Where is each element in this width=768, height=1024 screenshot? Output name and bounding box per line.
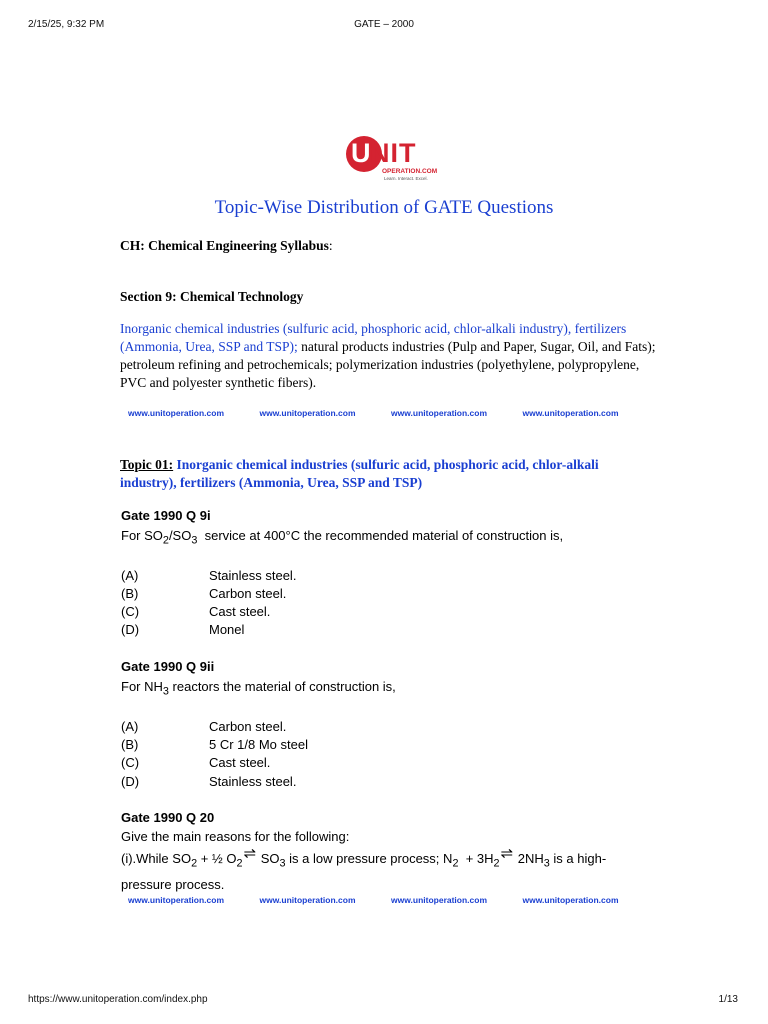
- link-row-bottom: [128, 895, 654, 905]
- option-row: [121, 737, 308, 752]
- section-description: [120, 320, 660, 392]
- option-key: (C): [121, 755, 140, 770]
- stem-text: SO: [257, 851, 280, 866]
- stem-text: 2NH: [514, 851, 544, 866]
- stem-text: + ½ O: [197, 851, 237, 866]
- stem-text: /SO: [168, 528, 192, 543]
- option-row: [121, 568, 296, 583]
- question-line: pressure process.: [121, 877, 225, 892]
- subscript: 2: [191, 857, 198, 870]
- option-row: [121, 719, 286, 734]
- website-link[interactable]: www.unitoperation.com: [128, 408, 225, 418]
- website-link[interactable]: www.unitoperation.com: [259, 895, 356, 905]
- print-url: https://www.unitoperation.com/index.php: [28, 994, 208, 1005]
- equilibrium-arrow-icon: ⇌: [500, 845, 514, 862]
- option-text: Stainless steel.: [209, 568, 297, 583]
- option-key: (B): [121, 586, 139, 601]
- topic-text: Inorganic chemical industries (sulfuric acid, phosphoric acid, chlor-alkali industry), fertilizers (Ammonia, Urea, SSP and TSP): [120, 457, 599, 490]
- logo-tagline: Learn. Interact. Excel.: [384, 176, 428, 181]
- question-heading: Gate 1990 Q 9i: [121, 508, 211, 523]
- option-text: Monel: [209, 622, 245, 637]
- subscript: 2: [236, 857, 243, 870]
- option-text: Cast steel.: [209, 604, 271, 619]
- stem-text: + 3H: [458, 851, 494, 866]
- website-link[interactable]: www.unitoperation.com: [522, 408, 619, 418]
- website-link[interactable]: www.unitoperation.com: [522, 895, 619, 905]
- question-stem: [121, 527, 563, 550]
- section-description-rest: natural products industries (Pulp and Paper, Sugar, Oil, and Fats); petroleum refining and petrochemicals; polymerization industries (polyethylene, polypropylene, PVC and polyester synthetic fibers).: [120, 339, 656, 390]
- option-row: [121, 604, 270, 619]
- website-link[interactable]: www.unitoperation.com: [128, 895, 225, 905]
- question-line: [121, 845, 607, 873]
- equilibrium-arrow-icon: ⇌: [243, 845, 257, 862]
- unit-operation-logo: [340, 134, 460, 186]
- subscript: 2: [452, 857, 459, 870]
- link-row-top: [128, 408, 654, 418]
- option-key: (D): [121, 622, 140, 637]
- option-text: Carbon steel.: [209, 586, 287, 601]
- option-key: (D): [121, 774, 140, 789]
- subscript: 3: [162, 685, 169, 698]
- question-stem: [121, 678, 396, 701]
- option-text: Cast steel.: [209, 755, 271, 770]
- print-datetime: 2/15/25, 9:32 PM: [28, 19, 105, 30]
- option-row: [121, 774, 296, 789]
- logo-letter-u: U: [351, 138, 371, 168]
- logo-domain: OPERATION.COM: [382, 168, 438, 175]
- option-row: [121, 622, 244, 637]
- topic-label: Topic 01:: [120, 457, 174, 472]
- question-line: Give the main reasons for the following:: [121, 829, 350, 844]
- option-key: (A): [121, 568, 139, 583]
- subscript: 2: [493, 857, 500, 870]
- subscript: 3: [543, 857, 550, 870]
- question-heading: Gate 1990 Q 9ii: [121, 659, 215, 674]
- website-link[interactable]: www.unitoperation.com: [259, 408, 356, 418]
- stem-text: reactors the material of construction is,: [168, 679, 396, 694]
- logo-letters-nit: NIT: [370, 138, 417, 168]
- syllabus-colon: :: [328, 238, 333, 253]
- topic-heading: [120, 456, 640, 492]
- subscript: 2: [162, 534, 169, 547]
- option-key: (B): [121, 737, 139, 752]
- subscript: 3: [191, 534, 198, 547]
- section-description-highlight: Inorganic chemical industries (sulfuric acid, phosphoric acid, chlor-alkali industry), fertilizers (Ammonia, Urea, SSP and TSP);: [120, 321, 627, 354]
- option-text: Carbon steel.: [209, 719, 287, 734]
- stem-text: For SO: [121, 528, 163, 543]
- syllabus-heading: CH: Chemical Engineering Syllabus: [120, 238, 329, 253]
- option-key: (A): [121, 719, 139, 734]
- option-text: Stainless steel.: [209, 774, 297, 789]
- option-row: [121, 586, 286, 601]
- print-page-title: GATE – 2000: [354, 19, 414, 30]
- stem-text: service at 400°C the recommended material of construction is,: [197, 528, 564, 543]
- stem-text: is a high-: [549, 851, 607, 866]
- subscript: 3: [279, 857, 286, 870]
- syllabus-heading-line: [120, 237, 333, 255]
- document-title: Topic-Wise Distribution of GATE Questions: [214, 197, 554, 218]
- option-text: 5 Cr 1/8 Mo steel: [209, 737, 308, 752]
- website-link[interactable]: www.unitoperation.com: [391, 408, 488, 418]
- stem-text: is a low pressure process; N: [285, 851, 453, 866]
- section-heading: Section 9: Chemical Technology: [120, 289, 304, 304]
- print-page-number: 1/13: [718, 994, 738, 1005]
- stem-text: For NH: [121, 679, 163, 694]
- stem-text: (i).While SO: [121, 851, 192, 866]
- option-row: [121, 755, 270, 770]
- question-heading: Gate 1990 Q 20: [121, 810, 215, 825]
- website-link[interactable]: www.unitoperation.com: [391, 895, 488, 905]
- option-key: (C): [121, 604, 140, 619]
